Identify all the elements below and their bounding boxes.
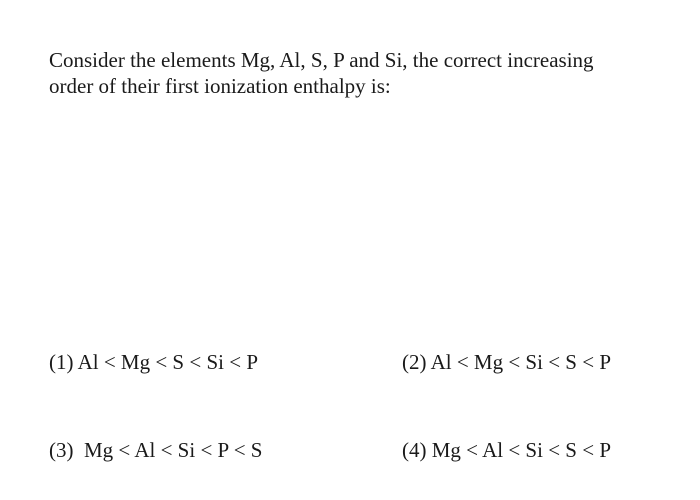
option-3[interactable]: (3) Mg < Al < Si < P < S [49,438,263,462]
question-line-1: Consider the elements Mg, Al, S, P and Si, the correct increasing [49,48,594,72]
question-line-2: order of their first ionization enthalpy is: [49,74,391,98]
option-2[interactable]: (2) Al < Mg < Si < S < P [402,350,611,374]
question-text [49,47,649,99]
option-1[interactable]: (1) Al < Mg < S < Si < P [49,350,258,374]
option-4[interactable]: (4) Mg < Al < Si < S < P [402,438,611,462]
